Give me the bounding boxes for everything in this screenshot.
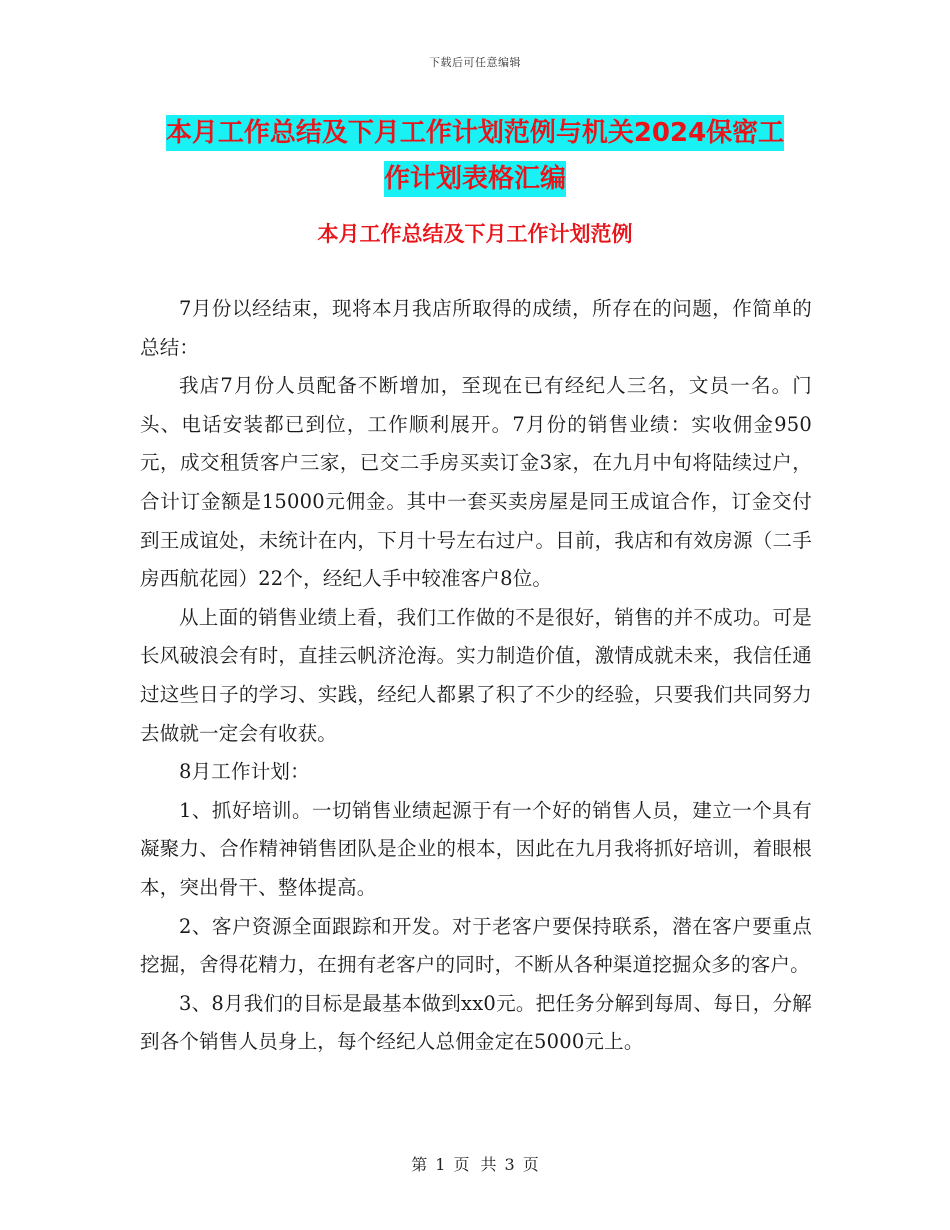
document-body bbox=[140, 290, 812, 1062]
paragraph-plan-item-2: 2、客户资源全面跟踪和开发。对于老客户要保持联系，潜在客户要重点挖掘，舍得花精力，在拥有老客户的同时，不断从各种渠道挖掘众多的客户。 bbox=[140, 914, 812, 977]
footer-mid: 页 共 bbox=[453, 1155, 497, 1174]
paragraph-intro: 7月份以经结束，现将本月我店所取得的成绩，所存在的问题，作简单的总结： bbox=[140, 297, 812, 359]
header-note: 下载后可任意编辑 bbox=[429, 56, 521, 69]
page-footer bbox=[0, 1152, 950, 1175]
paragraph-plan-item-3: 3、8月我们的目标是最基本做到xx0元。把任务分解到每周、每日，分解到各个销售人员身上，每个经纪人总佣金定在5000元上。 bbox=[140, 991, 812, 1054]
footer-suffix: 页 bbox=[522, 1155, 539, 1174]
section-title: 本月工作总结及下月工作计划范例 bbox=[317, 222, 633, 246]
footer-current-page: 1 bbox=[435, 1155, 446, 1174]
paragraph-review: 从上面的销售业绩上看，我们工作做的不是很好，销售的并不成功。可是长风破浪会有时，直挂云帆济沧海。实力制造价值，激情成就未来，我信任通过这些日子的学习、实践，经纪人都累了积了不少的经验，只要我们共同努力去做就一定会有收获。 bbox=[140, 605, 812, 745]
paragraph-performance: 我店7月份人员配备不断增加，至现在已有经纪人三名，文员一名。门头、电话安装都已到位，工作顺利展开。7月份的销售业绩：实收佣金950元，成交租赁客户三家，已交二手房买卖订金3家，在九月中旬将陆续过户，合计订金额是15000元佣金。其中一套买卖房屋是同王成谊合作，订金交付到王成谊处，未统计在内，下月十号左右过户。目前，我店和有效房源（二手房西航花园）22个，经纪人手中较准客户8位。 bbox=[140, 374, 812, 591]
paragraph-plan-heading: 8月工作计划： bbox=[179, 760, 310, 784]
footer-prefix: 第 bbox=[411, 1155, 428, 1174]
paragraph-plan-item-1: 1、抓好培训。一切销售业绩起源于有一个好的销售人员，建立一个具有凝聚力、合作精神销售团队是企业的根本，因此在九月我将抓好培训，着眼根本，突出骨干、整体提高。 bbox=[140, 798, 812, 899]
document-title-line-1: 本月工作总结及下月工作计划范例与机关2024保密工 bbox=[166, 115, 784, 151]
document-title bbox=[0, 110, 950, 202]
document-title-line-2: 作计划表格汇编 bbox=[384, 161, 566, 197]
footer-total-pages: 3 bbox=[504, 1155, 515, 1174]
